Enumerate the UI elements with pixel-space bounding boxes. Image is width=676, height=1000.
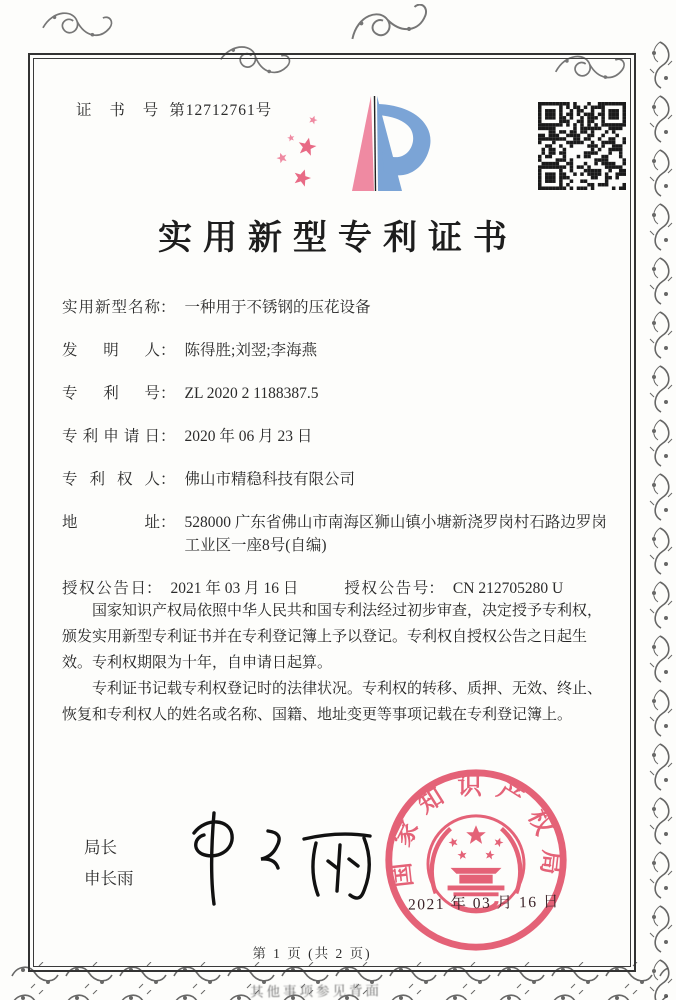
seal-org-text: 国家知识产权局 bbox=[386, 772, 566, 889]
field-value: 528000 广东省佛山市南海区狮山镇小塘新浇罗岗村石路边罗岗工业区一座8号(自编) bbox=[184, 514, 607, 554]
field-label: 授权公告日 bbox=[62, 580, 146, 597]
field-label: 专利号 bbox=[62, 385, 160, 402]
field-label: 专利权人 bbox=[62, 471, 160, 488]
official-seal bbox=[378, 762, 574, 958]
colon: ： bbox=[160, 385, 176, 402]
field-label: 地址 bbox=[62, 514, 160, 531]
colon: ： bbox=[160, 342, 176, 359]
field-row-patent-number bbox=[62, 382, 618, 405]
field-label: 发明人 bbox=[62, 342, 160, 359]
field-label: 专利申请日 bbox=[62, 428, 160, 445]
commissioner-block bbox=[84, 832, 134, 894]
field-value: 佛山市精稳科技有限公司 bbox=[184, 471, 356, 488]
certificate-number bbox=[76, 98, 272, 120]
colon: ： bbox=[160, 299, 176, 316]
field-row-utility-model-name bbox=[62, 296, 618, 319]
field-row-patentee bbox=[62, 468, 618, 491]
field-value: 一种用于不锈钢的压花设备 bbox=[184, 299, 371, 316]
colon: ： bbox=[146, 580, 162, 597]
field-list bbox=[62, 296, 618, 600]
field-value: 陈得胜;刘翌;李海燕 bbox=[184, 342, 318, 359]
certificate-number-value: 第12712761号 bbox=[169, 102, 273, 119]
qr-code bbox=[538, 102, 626, 190]
certificate-number-label: 证 书 号 bbox=[76, 102, 166, 119]
field-row-filing-date bbox=[62, 425, 618, 448]
decorative-flourish bbox=[340, 4, 440, 59]
legal-text bbox=[62, 598, 616, 728]
seal-date: 2021 年 03 月 16 日 bbox=[407, 893, 561, 914]
page-number: 第 1 页 (共 2 页) bbox=[252, 946, 372, 961]
field-value: 2020 年 06 月 23 日 bbox=[184, 428, 313, 445]
commissioner-title: 局长 bbox=[84, 838, 117, 857]
grant-date-pair bbox=[62, 577, 298, 600]
colon: ： bbox=[160, 428, 176, 445]
field-row-address bbox=[62, 511, 618, 557]
colon: ： bbox=[160, 471, 176, 488]
field-row-inventors bbox=[62, 339, 618, 362]
colon: ： bbox=[160, 514, 176, 531]
field-label: 授权公告号 bbox=[344, 580, 429, 597]
decorative-border-right bbox=[646, 38, 676, 1000]
field-value: ZL 2020 2 1188387.5 bbox=[184, 385, 319, 402]
colon: ： bbox=[428, 580, 444, 597]
legal-paragraph-2: 专利证书记载专利权登记时的法律状况。专利权的转移、质押、无效、终止、恢复和专利权人的姓名或名称、国籍、地址变更等事项记载在专利登记簿上。 bbox=[62, 681, 603, 723]
back-side-note: 其他事项参见背面 bbox=[249, 983, 383, 1000]
field-label: 实用新型名称 bbox=[62, 299, 160, 316]
grant-number-pair bbox=[344, 577, 563, 600]
commissioner-name: 申长雨 bbox=[84, 869, 134, 888]
decorative-flourish bbox=[40, 2, 130, 42]
cnipa-logo-icon bbox=[258, 90, 438, 205]
legal-paragraph-1: 国家知识产权局依照中华人民共和国专利法经过初步审查，决定授予专利权，颁发实用新型专利证书并在专利登记簿上予以登记。专利权自授权公告之日起生效。专利权期限为十年，自申请日起算。 bbox=[62, 603, 603, 671]
field-row-grant bbox=[62, 577, 618, 600]
field-value: CN 212705280 U bbox=[452, 580, 564, 597]
handwritten-signature bbox=[158, 803, 373, 911]
field-value: 2021 年 03 月 16 日 bbox=[170, 580, 299, 597]
page-title: 实用新型专利证书 bbox=[158, 220, 518, 257]
